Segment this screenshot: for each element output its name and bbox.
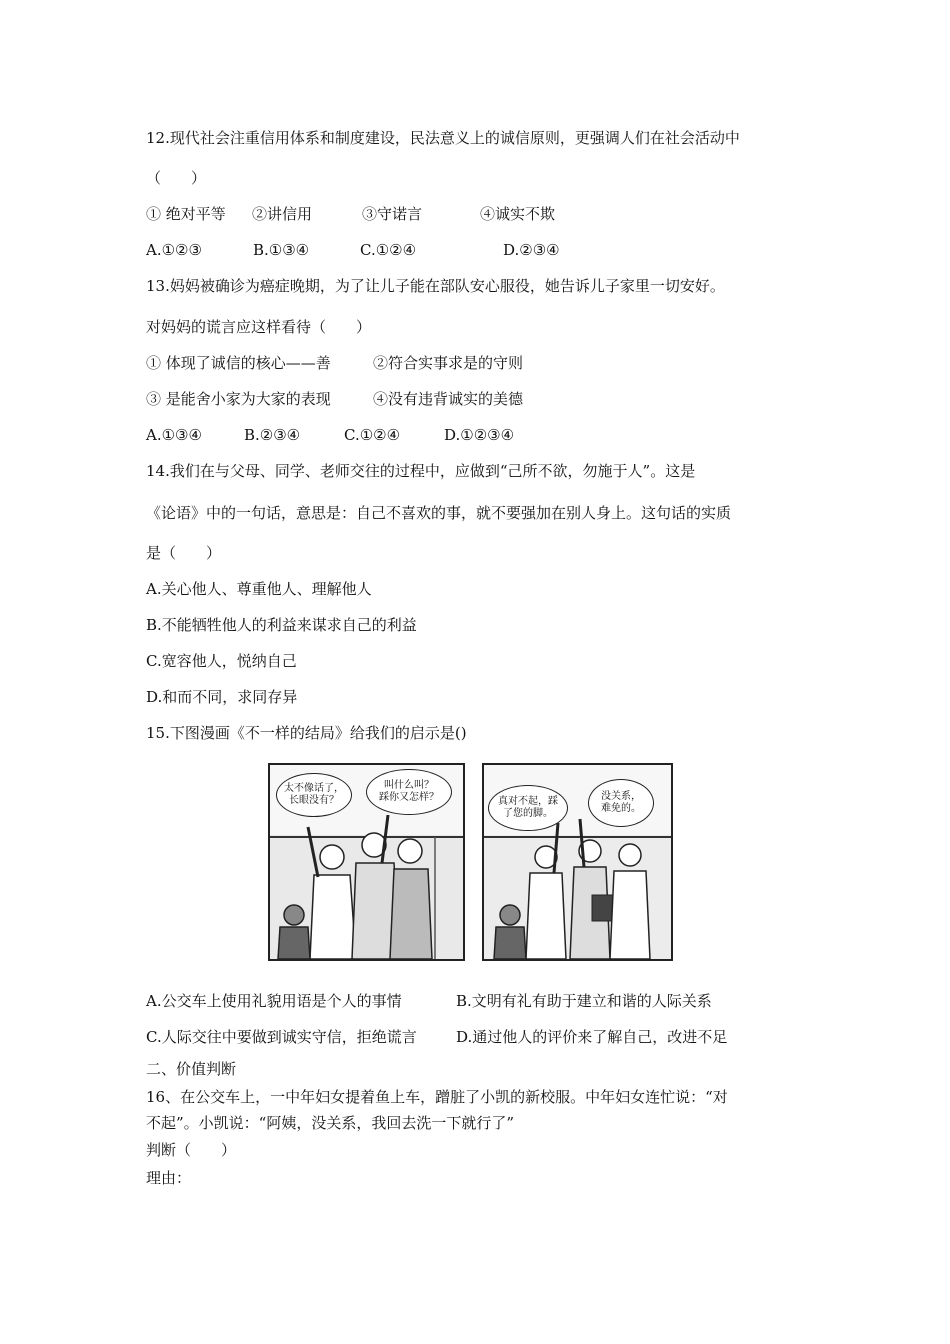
q15-option-d: D.通过他人的评价来了解自己，改进不足 [456,1028,728,1046]
section-title: 二、价值判断 [146,1060,237,1078]
q13-item-1: ① 体现了诚信的核心——善 [146,354,331,372]
q13-item-2: ②符合实事求是的守则 [373,354,524,372]
q13-option-a: A.①③④ [146,426,202,444]
q12-items [146,203,555,225]
q12-option-b: B.①③④ [253,241,310,259]
q15-option-b: B.文明有礼有助于建立和谐的人际关系 [456,992,712,1010]
reason-label: 理由： [146,1169,192,1187]
q13-stem-2: 对妈妈的谎言应这样看待（ ） [146,318,372,336]
q13-items-1 [146,352,523,374]
comic-left-bubble-1: 太不像话了， 长眼没有？ [276,773,352,817]
q15-stem: 15.下图漫画《不一样的结局》给我们的启示是() [146,724,467,742]
q15-option-c: C.人际交往中要做到诚实守信，拒绝谎言 [146,1028,417,1046]
q14-stem-2: 《论语》中的一句话，意思是：自己不喜欢的事，就不要强加在别人身上。这句话的实质 [146,504,732,522]
q13-stem: 13.妈妈被确诊为癌症晚期，为了让儿子能在部队安心服役，她告诉儿子家里一切安好。 [146,277,725,295]
q13-item-3: ③ 是能舍小家为大家的表现 [146,390,331,408]
q14-option-b: B.不能牺牲他人的利益来谋求自己的利益 [146,616,417,634]
comic-left-bubble-2: 叫什么叫？ 踩你又怎样？ [366,769,452,815]
q13-option-c: C.①②④ [344,426,401,444]
q14-stem: 14.我们在与父母、同学、老师交往的过程中，应做到“己所不欲，勿施于人”。这是 [146,462,696,480]
q12-stem: 12.现代社会注重信用体系和制度建设，民法意义上的诚信原则，更强调人们在社会活动中 [146,129,740,147]
q12-paren: （ ） [146,169,207,187]
comic-panel-right [482,763,673,961]
q12-options [146,239,560,261]
comic-panel-left [268,763,465,961]
judge-label: 判断（ ） [146,1141,237,1159]
q13-option-b: B.②③④ [244,426,301,444]
q12-item-3: ③守诺言 [362,205,423,223]
q16-line-1: 16、在公交车上，一中年妇女提着鱼上车，蹭脏了小凯的新校服。中年妇女连忙说：“对 [146,1088,728,1106]
q16-line-2: 不起”。小凯说：“阿姨，没关系，我回去洗一下就行了” [146,1114,515,1132]
q13-options [146,424,514,446]
q12-item-4: ④诚实不欺 [480,205,556,223]
q15-option-a: A.公交车上使用礼貌用语是个人的事情 [146,992,402,1010]
q14-option-d: D.和而不同，求同存异 [146,688,298,706]
q13-option-d: D.①②③④ [444,426,515,444]
q15-options-line-2 [146,1026,727,1048]
q14-option-c: C.宽容他人，悦纳自己 [146,652,297,670]
q13-item-4: ④没有违背诚实的美德 [373,390,524,408]
q14-stem-3: 是（ ） [146,544,222,562]
comic-right-bubble-2: 没关系， 难免的。 [588,779,654,827]
q12-option-a: A.①②③ [146,241,202,259]
q12-option-d: D.②③④ [503,241,560,259]
q12-option-c: C.①②④ [360,241,417,259]
q12-item-1: ① 绝对平等 [146,205,226,223]
q13-items-2 [146,388,523,410]
q12-item-2: ②讲信用 [252,205,313,223]
q14-option-a: A.关心他人、尊重他人、理解他人 [146,580,372,598]
comic-right-bubble-1: 真对不起，踩 了您的脚。 [488,785,568,831]
q15-options-line-1 [146,990,712,1012]
